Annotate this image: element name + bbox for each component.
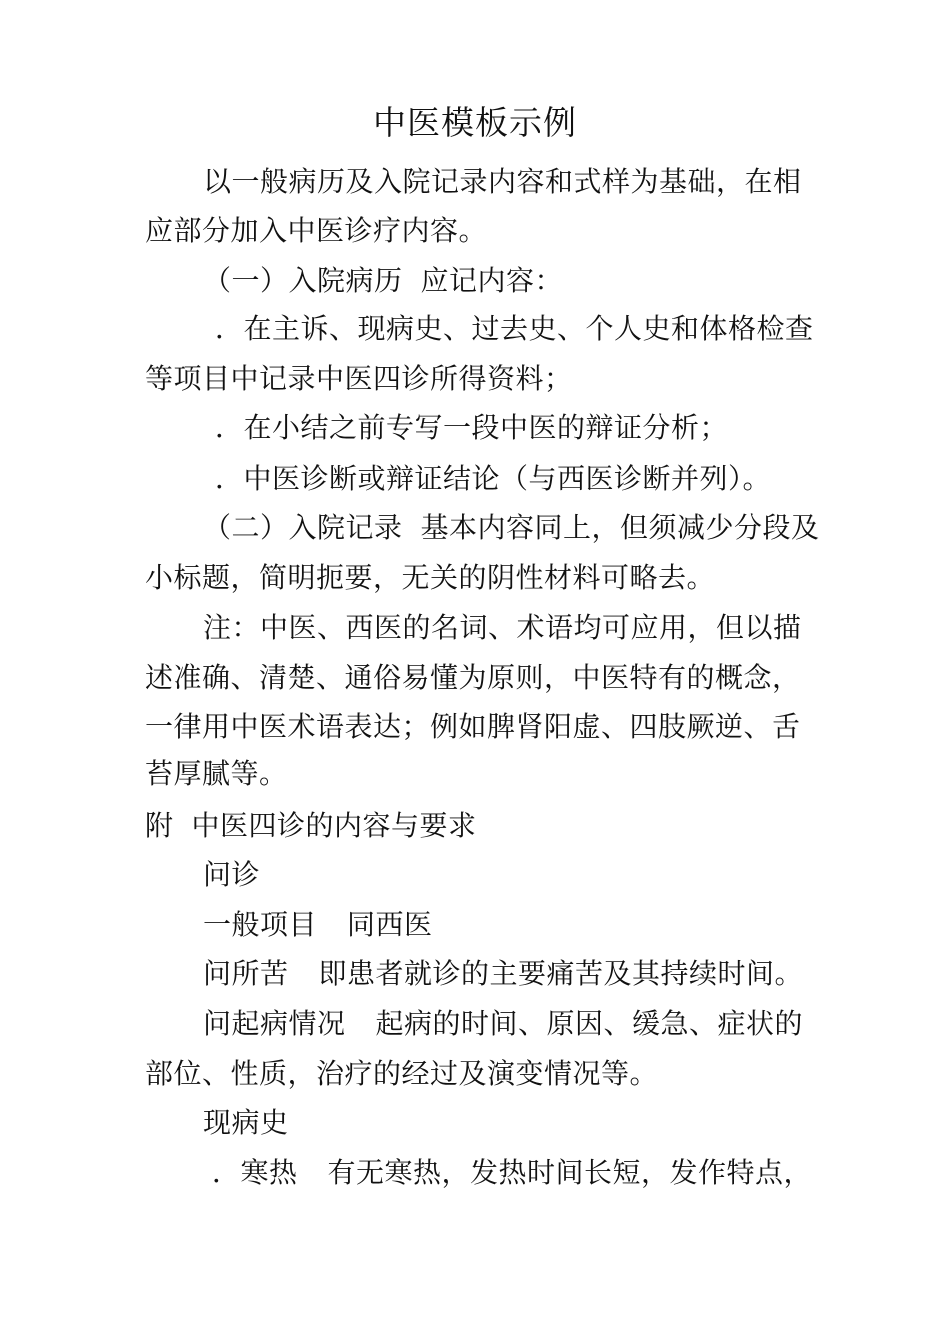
- general-items-line: [203, 903, 433, 947]
- intro-line-2: 应部分加入中医诊疗内容。: [145, 214, 488, 247]
- document-title: 中医模板示例: [373, 103, 577, 142]
- suoku-text: 即患者就诊的主要痛苦及其持续时间。: [318, 957, 804, 990]
- onset-line-2: 部位、性质，治疗的经过及演变情况等。: [145, 1057, 659, 1090]
- onset-label: 问起病情况: [203, 1007, 346, 1040]
- intro-line-1: 以一般病历及入院记录内容和式样为基础，在相: [203, 165, 802, 198]
- hanre-label: ．寒热: [212, 1156, 298, 1189]
- wenzhen-heading: 问诊: [203, 858, 261, 891]
- section1-heading-text: 应记内容：: [420, 264, 564, 297]
- onset-text: 起病的时间、原因、缓急、症状的: [375, 1007, 804, 1040]
- section1-item1-line-2: 等项目中记录中医四诊所得资料；: [145, 362, 573, 395]
- section2-line-2: 小标题，简明扼要，无关的阴性材料可略去。: [145, 561, 716, 594]
- appendix-heading-text: 中医四诊的内容与要求: [191, 809, 477, 842]
- general-items-label: 一般项目: [203, 908, 318, 941]
- note-line-2: 述准确、清楚、通俗易懂为原则，中医特有的概念，: [145, 661, 801, 694]
- section1-item2: ．在小结之前专写一段中医的辩证分析；: [215, 411, 729, 444]
- onset-line-1: [203, 1002, 803, 1046]
- section2-heading: [203, 506, 820, 550]
- note-line-3: 一律用中医术语表达；例如脾肾阳虚、四肢厥逆、舌: [145, 710, 801, 743]
- suoku-label: 问所苦: [203, 957, 289, 990]
- appendix-heading: [145, 804, 477, 848]
- section1-heading-label: （一）入院病历: [203, 264, 403, 297]
- hanre-text: 有无寒热，发热时间长短，发作特点，: [327, 1156, 813, 1189]
- section1-item3: ．中医诊断或辩证结论（与西医诊断并列）。: [215, 462, 772, 495]
- suoku-line: [203, 952, 803, 996]
- present-illness-heading: 现病史: [203, 1106, 289, 1139]
- section2-heading-label: （二）入院记录: [203, 511, 403, 544]
- note-line-1: 注：中医、西医的名词、术语均可应用，但以描: [203, 611, 802, 644]
- note-line-4: 苔厚腻等。: [145, 757, 288, 790]
- general-items-text: 同西医: [347, 908, 433, 941]
- section1-item1-line-1: ．在主诉、现病史、过去史、个人史和体格检查: [215, 312, 814, 345]
- hanre-line: [212, 1151, 812, 1195]
- appendix-heading-label: 附: [145, 809, 174, 842]
- section1-heading: [203, 259, 563, 303]
- section2-heading-text: 基本内容同上，但须减少分段及: [420, 511, 820, 544]
